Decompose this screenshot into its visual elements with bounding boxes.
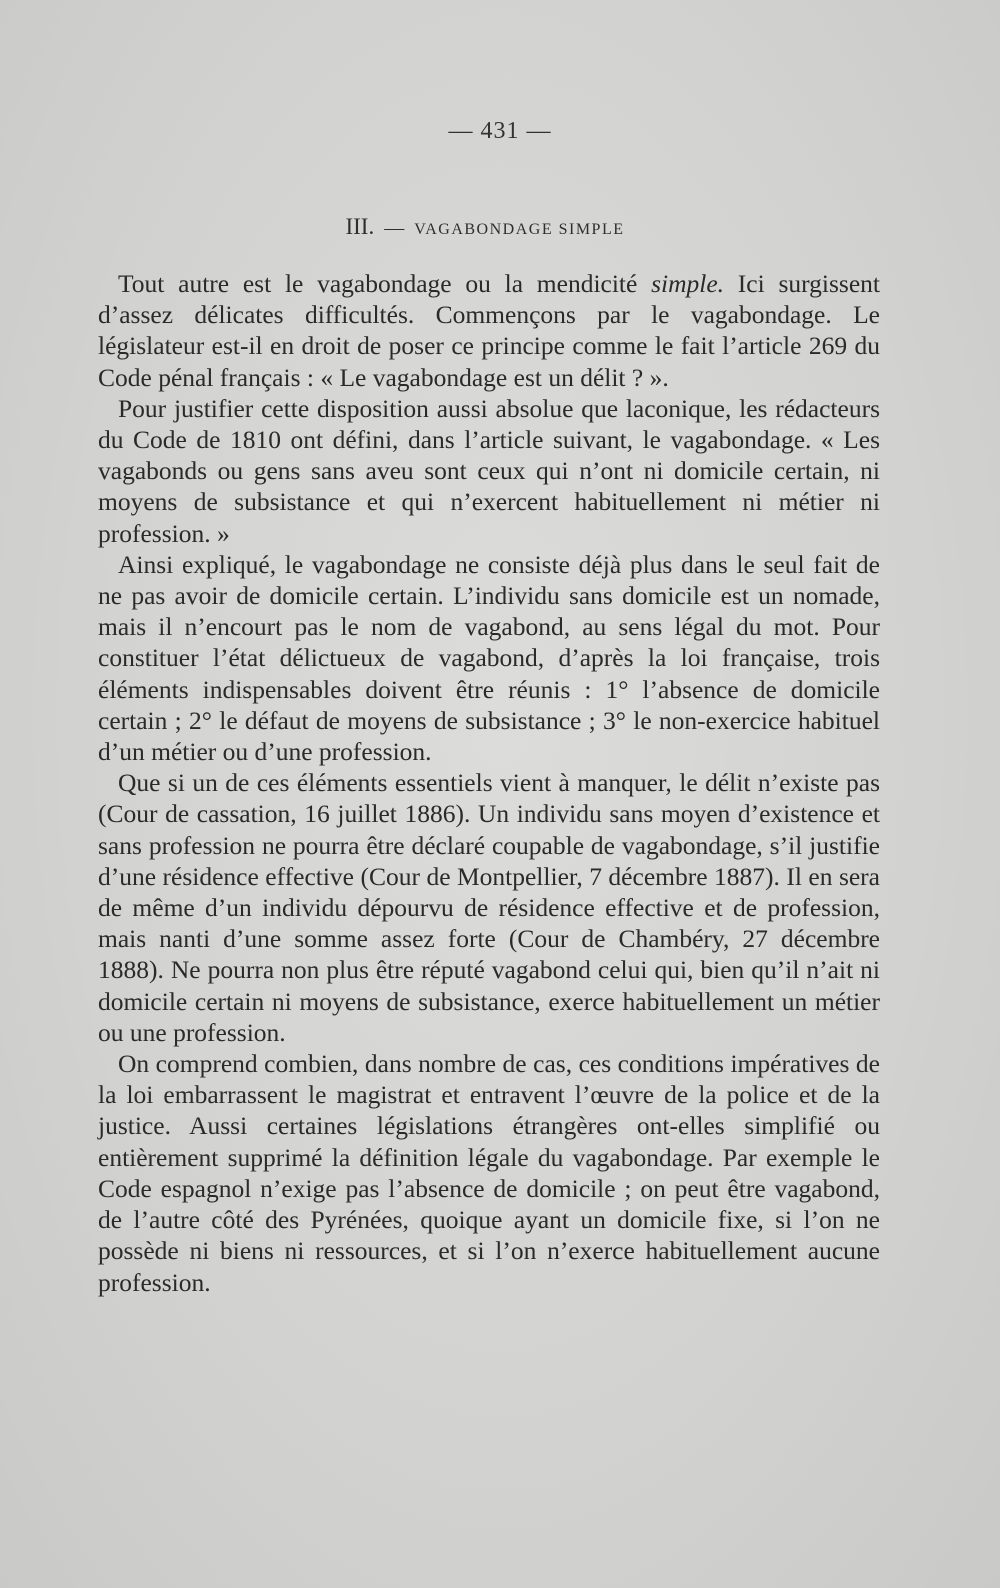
page-number: — 431 — — [448, 118, 552, 144]
paragraph-1 — [98, 268, 880, 393]
section-dash: — — [384, 217, 405, 239]
paragraph-1-start: Tout autre est le vagabondage ou la mendicité — [118, 269, 652, 298]
paragraph-5: On comprend combien, dans nombre de cas, ces conditions impératives de la loi embarrassent le magistrat et entravent l’œuvre de la police et de la justice. Aussi certaines législations étrangères ont-elles simplifié ou entièrement supprimé la définition légale du vagabondage. Par exemple le Code espagnol n’exige pas l’absence de domicile ; on peut être vagabond, de l’autre côté des Pyrénées, quoique ayant un domicile fixe, si l’on ne possède ni biens ni ressources, et si l’on n’exerce habituellement aucune profession. — [98, 1049, 880, 1297]
section-heading — [0, 214, 970, 240]
paragraph-3: Ainsi expliqué, le vagabondage ne consiste déjà plus dans le seul fait de ne pas avoir de domicile certain. L’individu sans domicile est un nomade, mais il n’encourt pas le nom de vagabond, au sens légal du mot. Pour constituer l’état délictueux de vagabond, d’après la loi française, trois éléments indispensables doivent être réunis : 1° l’absence de domicile certain ; 2° le défaut de moyens de subsistance ; 3° le non-exercice habituel d’un métier ou d’une profession. — [98, 549, 880, 767]
paragraph-2: Pour justifier cette disposition aussi absolue que laconique, les rédacteurs du Code de 1810 ont défini, dans l’article suivant, le vagabondage. « Les vagabonds ou gens sans aveu sont ceux qui n’ont ni domicile certain, ni moyens de subsistance et qui n’exercent habituellement ni métier ni profession. » — [98, 393, 880, 548]
section-title: VAGABONDAGE SIMPLE — [414, 221, 625, 238]
body-text — [98, 268, 880, 1298]
paragraph-1-end: Ici surgissent d’assez délicates difficultés. Commençons par le vagabondage. Le législateur est-il en droit de poser ce principe comme le fait l’article 269 du Code pénal français : « Le vagabondage est un délit ? ». — [98, 269, 880, 392]
section-number: III. — [345, 214, 375, 239]
paragraph-4: Que si un de ces éléments essentiels vient à manquer, le délit n’existe pas (Cour de cassation, 16 juillet 1886). Un individu sans moyen d’existence et sans profession ne pourra être déclaré coupable de vagabondage, s’il justifie d’une résidence effective (Cour de Montpellier, 7 décembre 1887). Il en sera de même d’un individu dépourvu de résidence effective et de profession, mais nanti d’une somme assez forte (Cour de Chambéry, 27 décembre 1888). Ne pourra non plus être réputé vagabond celui qui, bien qu’il n’ait ni domicile certain ni moyens de subsistance, exerce habituellement un métier ou une profession. — [98, 768, 880, 1047]
paragraph-1-emphasis: simple. — [651, 269, 725, 298]
